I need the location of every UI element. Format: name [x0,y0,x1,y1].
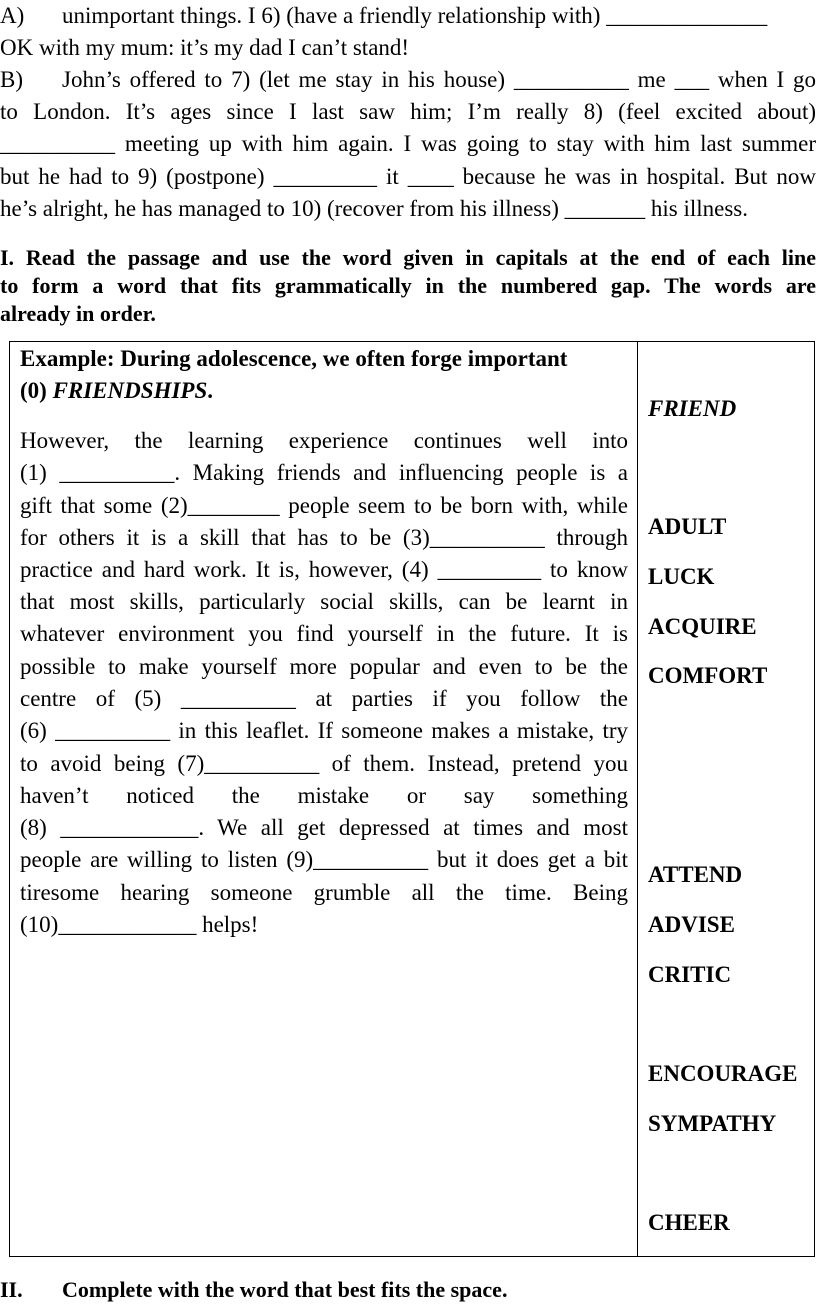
section-1-heading-line-1: I. Read the passage and use the word given in capitals at the end of each line [0,245,816,270]
part-b-line-2: to London. It’s ages since I last saw him; I’m really 8) (feel excited about) [0,99,816,124]
word-7-critic: CRITIC [648,962,732,987]
example-suffix: . [207,378,213,403]
passage-line-15: tiresome hearing someone grumble all the time. Being [20,880,628,905]
section-2-text: Complete with the word that best fits the space. [62,1277,508,1302]
example-line-1: Example: During adolescence, we often forge important [20,346,568,371]
passage-line-1: However, the learning experience continues well into [20,428,628,453]
part-b-line-4: but he had to 9) (postpone) _________ it ____ because he was in hospital. But now [0,164,816,189]
section-2-heading [0,1276,816,1304]
passage-line-3: gift that some (2)________ people seem to be born with, while [20,493,628,518]
passage-line-14: people are willing to listen (9)__________ but it does get a bit [20,847,628,872]
part-a-text: unimportant things. I 6) (have a friendly relationship with) ______________ [62,3,768,28]
passage-line-10: (6) __________ in this leaflet. If someone makes a mistake, try [20,718,628,743]
section-1-heading-line-2: to form a word that fits grammatically in the numbered gap. The words are [0,273,816,298]
example-line-2 [20,375,628,407]
word-3-acquire: ACQUIRE [648,614,757,639]
part-a-label: A) [0,3,25,28]
passage-line-11: to avoid being (7)__________ of them. Instead, pretend you [20,751,628,776]
word-1-adult: ADULT [648,514,727,539]
part-b-text: John’s offered to 7) (let me stay in his house) __________ me ___ when I go [62,67,816,92]
passage-line-9: centre of (5) __________ at parties if you follow the [20,686,628,711]
word-5-attend: ATTEND [648,862,743,887]
word-4-comfort: COMFORT [648,663,768,688]
word-example-friend: FRIEND [648,396,737,421]
passage-line-8: possible to make yourself more popular and even to be the [20,654,628,679]
passage-line-12: haven’t noticed the mistake or say something [20,783,628,808]
passage-line-16: (10)____________ helps! [20,912,259,937]
part-b-line-3: __________ meeting up with him again. I was going to stay with him last summer [0,131,816,156]
word-8-encourage: ENCOURAGE [648,1061,798,1086]
part-a-line-2: OK with my mum: it’s my dad I can’t stand! [0,35,410,60]
word-10-cheer: CHEER [648,1210,730,1235]
passage-line-4: for others it is a skill that has to be (3)__________ through [20,525,628,550]
passage-line-5: practice and hard work. It is, however, (4) _________ to know [20,557,628,582]
section-1-heading-line-3: already in order. [0,301,156,326]
part-b-line-1 [0,64,816,96]
part-b-line-5: he’s alright, he has managed to 10) (recover from his illness) _______ his illness. [0,196,748,221]
column-divider [637,342,638,1256]
example-answer: FRIENDSHIPS [52,378,208,403]
word-2-luck: LUCK [648,564,715,589]
word-6-advise: ADVISE [648,912,735,937]
passage-line-2: (1) __________. Making friends and influencing people is a [20,460,628,485]
part-a-line-1 [0,0,816,32]
section-2-label: II. [0,1277,23,1302]
passage-line-6: that most skills, particularly social skills, can be learnt in [20,589,628,614]
passage-line-13: (8) ____________. We all get depressed at times and most [20,815,628,840]
passage-line-7: whatever environment you find yourself in the future. It is [20,621,628,646]
word-9-sympathy: SYMPATHY [648,1111,777,1136]
part-b-label: B) [0,67,23,92]
example-prefix: (0) [20,378,53,403]
word-formation-table [9,341,815,1257]
